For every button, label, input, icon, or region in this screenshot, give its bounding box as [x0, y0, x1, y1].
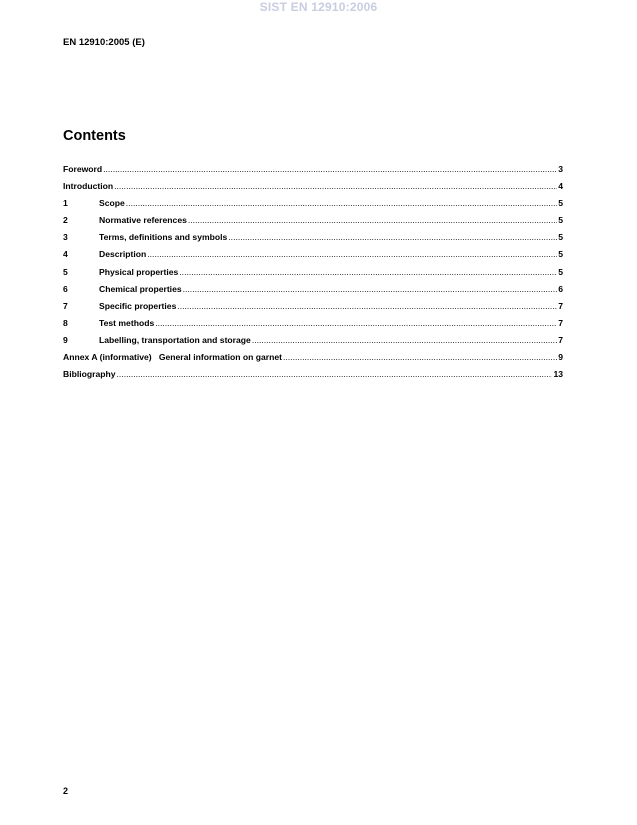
toc-entry-bibliography[interactable] [63, 369, 563, 386]
toc-entry-page: 7 [558, 334, 563, 345]
page-number: 2 [63, 786, 69, 796]
toc-leader-dots [103, 164, 557, 174]
toc-entry-title: Foreword [63, 164, 103, 174]
toc-leader-dots [228, 232, 557, 242]
toc-leader-dots [147, 249, 557, 259]
toc-leader-dots [177, 301, 557, 311]
toc-entry-number: 3 [63, 232, 68, 243]
toc-entry-page: 5 [558, 232, 563, 243]
toc-entry-annex-a[interactable] [63, 352, 563, 369]
toc-entry-title: Normative references [99, 215, 187, 226]
toc-leader-dots [117, 369, 553, 379]
toc-entry-title: Labelling, transportation and storage [99, 334, 251, 345]
toc-leader-dots [155, 318, 557, 328]
toc-entry-page: 5 [558, 215, 563, 226]
toc-leader-dots [114, 181, 557, 191]
toc-entry-description[interactable] [63, 249, 563, 266]
toc-entry-page: 7 [558, 300, 563, 311]
toc-entry-introduction[interactable] [63, 181, 563, 198]
toc-entry-page: 5 [558, 249, 563, 260]
toc-entry-page: 9 [558, 352, 563, 363]
toc-entry-page: 5 [558, 198, 563, 209]
toc-leader-dots [283, 352, 557, 362]
toc-leader-dots [252, 335, 557, 345]
toc-entry-number: 9 [63, 334, 68, 345]
toc-entry-title: Terms, definitions and symbols [99, 232, 228, 243]
contents-heading: Contents [63, 128, 126, 144]
toc-leader-dots [188, 215, 557, 225]
toc-entry-number: 1 [63, 198, 68, 209]
toc-entry-title: Specific properties [99, 300, 177, 311]
toc-entry-title: Physical properties [99, 266, 179, 277]
toc-entry-chemical-properties[interactable] [63, 284, 563, 301]
watermark: SIST EN 12910:2006 [259, 0, 378, 14]
toc-entry-title: Test methods [99, 317, 155, 328]
toc-leader-dots [183, 284, 558, 294]
toc-entry-page: 5 [558, 266, 563, 277]
toc-entry-normative-references[interactable] [63, 215, 563, 232]
toc-entry-page: 3 [558, 164, 563, 174]
toc-entry-labelling[interactable] [63, 335, 563, 352]
toc-leader-dots [179, 267, 557, 277]
toc-entry-title: Description [99, 249, 147, 260]
toc-entry-page: 4 [558, 181, 563, 192]
toc-entry-number: 4 [63, 249, 68, 260]
toc-entry-number: 2 [63, 215, 68, 226]
toc-entry-foreword[interactable] [63, 164, 563, 181]
toc-entry-page: 7 [558, 317, 563, 328]
toc-entry-test-methods[interactable] [63, 318, 563, 335]
toc-entry-page: 6 [558, 283, 563, 294]
toc-entry-number: 5 [63, 266, 68, 277]
toc-entry-title: Chemical properties [99, 283, 182, 294]
toc-leader-dots [126, 198, 557, 208]
toc-entry-title: Bibliography [63, 369, 116, 380]
toc-entry-title: Introduction [63, 181, 114, 192]
toc-entry-specific-properties[interactable] [63, 301, 563, 318]
table-of-contents [63, 164, 563, 386]
toc-entry-scope[interactable] [63, 198, 563, 215]
toc-entry-title: Annex A (informative) General information on garnet [63, 352, 283, 363]
toc-entry-number: 8 [63, 317, 68, 328]
toc-entry-physical-properties[interactable] [63, 267, 563, 284]
toc-entry-page: 13 [553, 369, 563, 380]
toc-entry-number: 7 [63, 300, 68, 311]
toc-entry-terms-definitions[interactable] [63, 232, 563, 249]
toc-entry-number: 6 [63, 283, 68, 294]
toc-entry-title: Scope [99, 198, 125, 209]
document-id: EN 12910:2005 (E) [63, 37, 145, 48]
